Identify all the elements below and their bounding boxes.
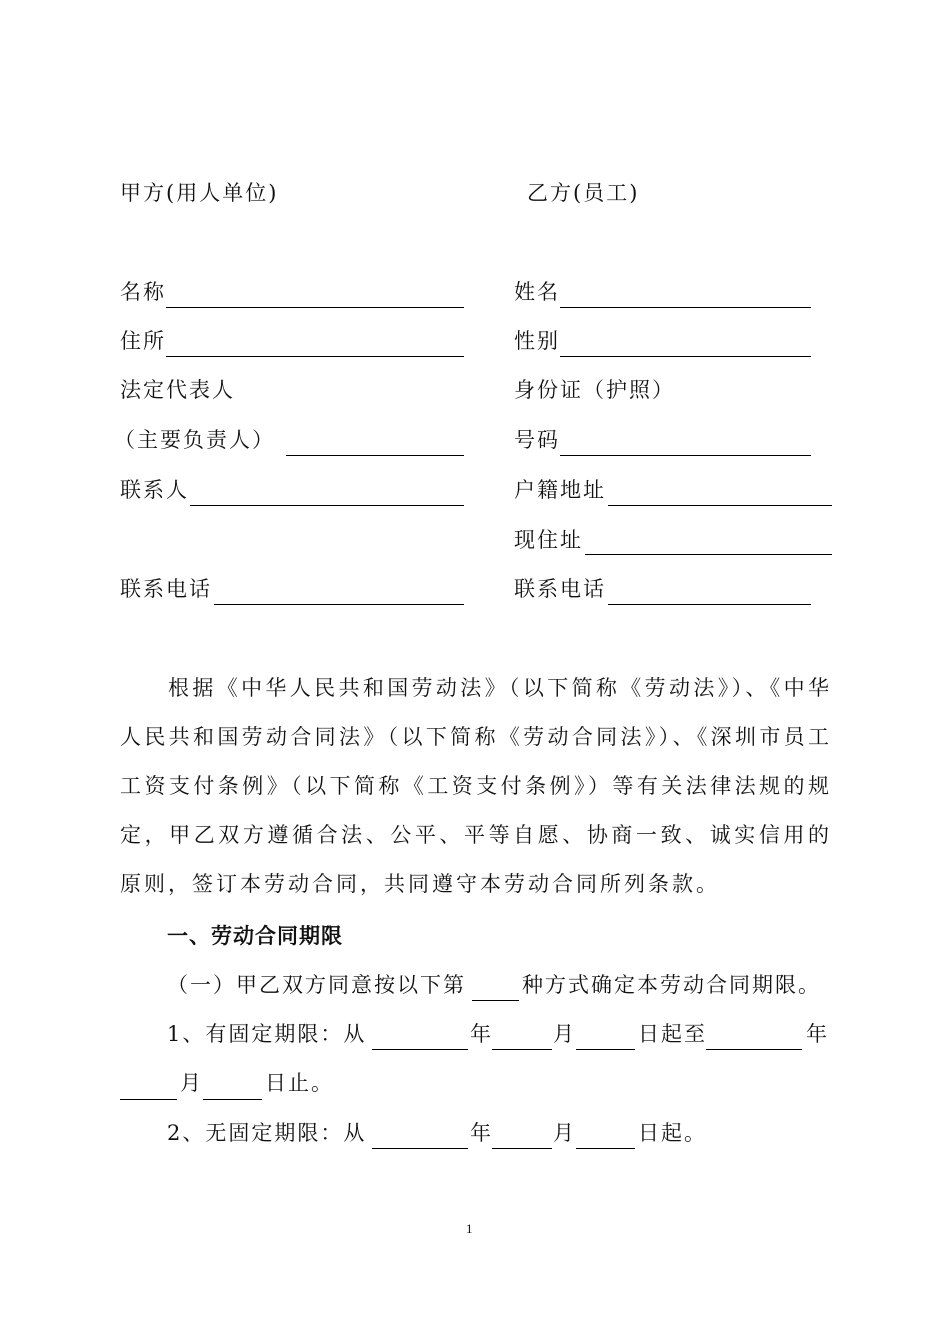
preamble-paragraph: 根据《中华人民共和国劳动法》（以下简称《劳动法》）、《中华人民共和国劳动合同法》（以下简称《劳动合同法》）、《深圳市员工工资支付条例》（以下简称《工资支付条例》）等有关法律法规的规定，甲乙双方遵循合法、公平、平等自愿、协商一致、诚实信用的原则，签订本劳动合同，共同遵守本劳动合同所列条款。 bbox=[120, 676, 832, 896]
fixed-end-month-field[interactable] bbox=[120, 1099, 177, 1100]
term-method-field[interactable] bbox=[472, 1000, 519, 1001]
party-b-name-label: 姓名 bbox=[514, 280, 560, 304]
party-b-id-number-label: 号码 bbox=[514, 428, 560, 452]
fixed-start-month-field[interactable] bbox=[492, 1049, 552, 1050]
party-b-current-address-label: 现住址 bbox=[514, 528, 583, 552]
party-a-name-field[interactable] bbox=[166, 307, 464, 308]
party-a-address-label: 住所 bbox=[120, 329, 166, 353]
party-a-legal-rep-sub-label: （主要负责人） bbox=[114, 428, 275, 452]
fixed-end-day-field[interactable] bbox=[203, 1099, 262, 1100]
party-a-phone-field[interactable] bbox=[214, 604, 464, 605]
party-b-current-address-field[interactable] bbox=[585, 554, 832, 555]
open-end-label: 日起。 bbox=[638, 1121, 707, 1145]
clause-intro-a: （一）甲乙双方同意按以下第 bbox=[167, 973, 466, 997]
clause-intro-b: 种方式确定本劳动合同期限。 bbox=[522, 973, 821, 997]
party-a-contact-field[interactable] bbox=[190, 505, 464, 506]
open-term-prefix: 2、无固定期限：从 bbox=[167, 1121, 367, 1145]
party-b-household-field[interactable] bbox=[608, 505, 832, 506]
party-b-gender-field[interactable] bbox=[560, 356, 811, 357]
page-number: 1 bbox=[466, 1221, 473, 1236]
party-b-name-field[interactable] bbox=[560, 307, 811, 308]
party-b-gender-label: 性别 bbox=[514, 329, 560, 353]
fixed-year2-label: 年 bbox=[806, 1022, 829, 1046]
party-b-phone-field[interactable] bbox=[608, 604, 811, 605]
fixed-month2-label: 月 bbox=[180, 1071, 203, 1095]
party-a-legal-rep-field[interactable] bbox=[286, 455, 464, 456]
party-b-phone-label: 联系电话 bbox=[514, 577, 606, 601]
fixed-day-to-label: 日起至 bbox=[638, 1022, 707, 1046]
party-b-id-number-field[interactable] bbox=[560, 455, 811, 456]
fixed-term-prefix: 1、有固定期限：从 bbox=[167, 1022, 367, 1046]
party-a-contact-label: 联系人 bbox=[120, 478, 189, 502]
open-start-year-field[interactable] bbox=[372, 1148, 468, 1149]
open-start-month-field[interactable] bbox=[492, 1148, 552, 1149]
fixed-month-label: 月 bbox=[553, 1022, 576, 1046]
party-a-legal-rep-label: 法定代表人 bbox=[120, 378, 235, 402]
party-b-id-label: 身份证（护照） bbox=[514, 378, 675, 402]
party-a-address-field[interactable] bbox=[166, 356, 464, 357]
fixed-year-label: 年 bbox=[470, 1022, 493, 1046]
open-month-label: 月 bbox=[553, 1121, 576, 1145]
party-a-phone-label: 联系电话 bbox=[120, 577, 212, 601]
party-b-household-label: 户籍地址 bbox=[514, 478, 606, 502]
open-start-day-field[interactable] bbox=[576, 1148, 635, 1149]
fixed-end-label: 日止。 bbox=[265, 1071, 334, 1095]
section-1-title: 一、劳动合同期限 bbox=[167, 924, 343, 948]
fixed-start-year-field[interactable] bbox=[372, 1049, 468, 1050]
party-a-name-label: 名称 bbox=[120, 280, 166, 304]
fixed-end-year-field[interactable] bbox=[706, 1049, 802, 1050]
fixed-start-day-field[interactable] bbox=[576, 1049, 635, 1050]
open-year-label: 年 bbox=[470, 1121, 493, 1145]
party-b-heading: 乙方(员工) bbox=[527, 181, 640, 205]
party-a-heading: 甲方(用人单位) bbox=[120, 181, 279, 205]
